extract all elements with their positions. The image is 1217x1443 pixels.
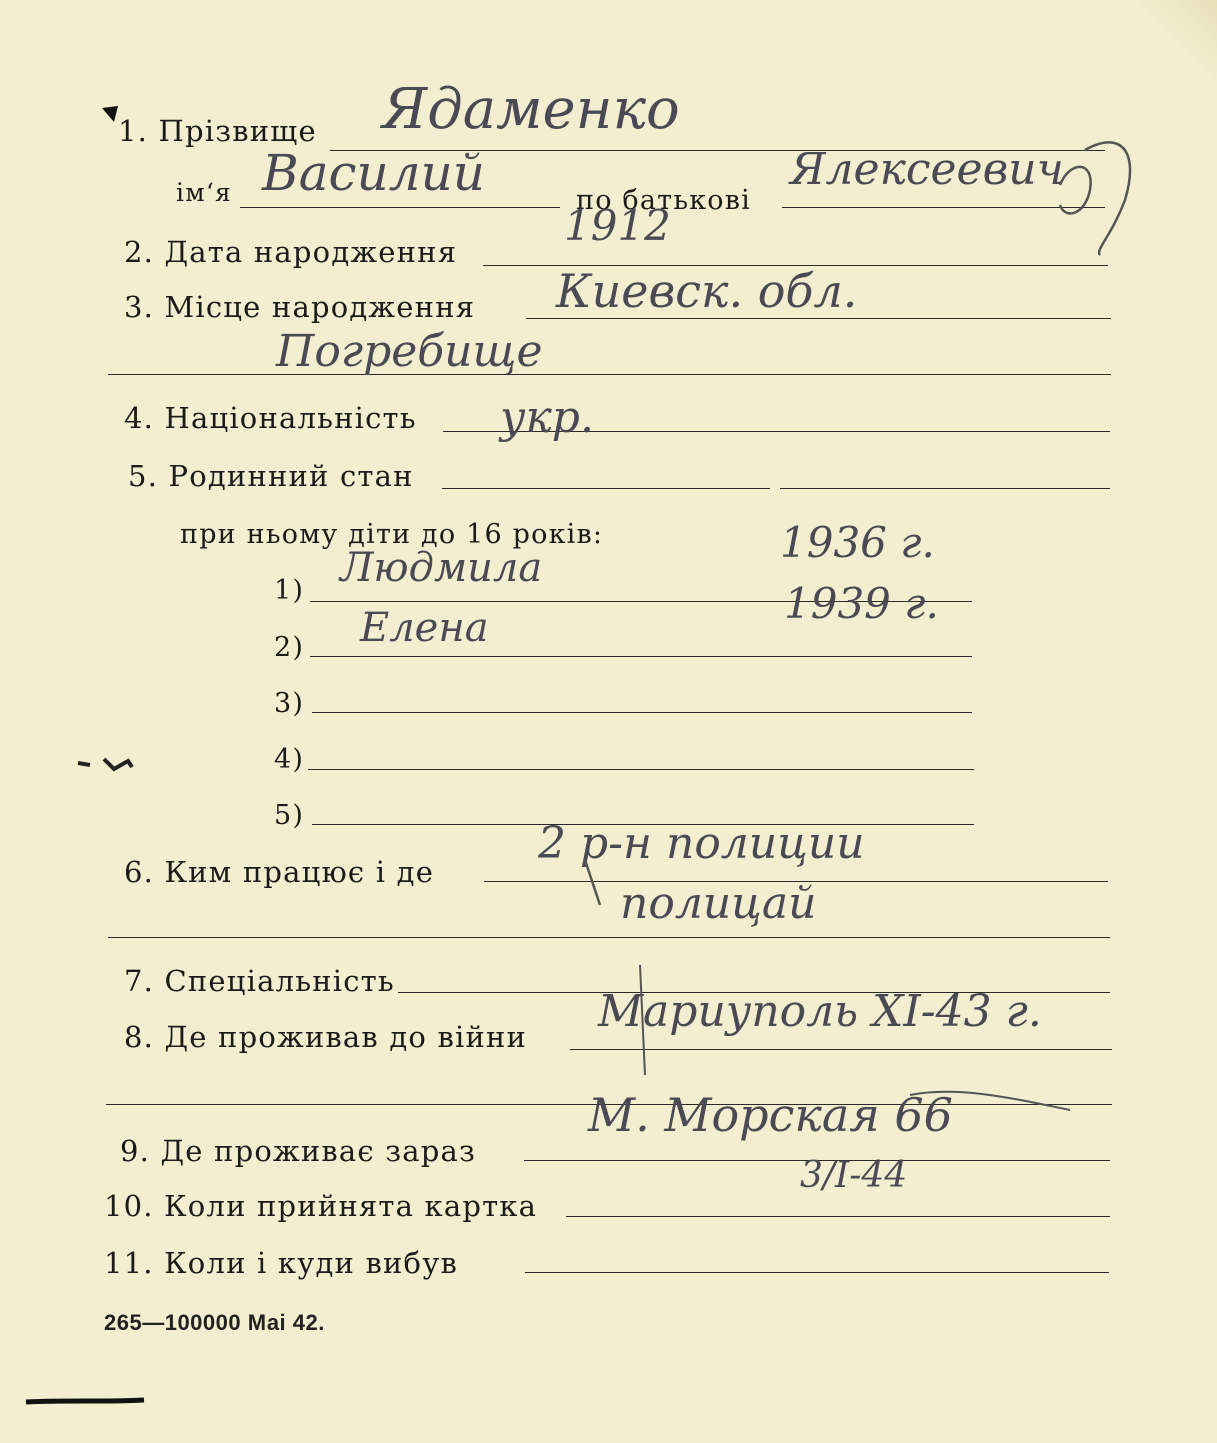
handwritten-birthdate: 1912 (564, 201, 671, 250)
work-label: 6. Ким працює і де (124, 855, 435, 889)
child-3-label: 3) (274, 688, 305, 719)
children-label: при ньому діти до 16 років: (180, 519, 604, 550)
speciality-label: 7. Спеціальність (124, 964, 395, 998)
handwritten-child-2-name: Елена (360, 605, 489, 651)
punch-hole-speck (70, 745, 140, 785)
handwritten-current: М. Морская 66 (588, 1088, 953, 1142)
family-label: 5. Родинний стан (128, 459, 414, 493)
birthplace-label: 3. Місце народження (124, 290, 476, 324)
child-1-label: 1) (274, 575, 305, 606)
card-date-label: 10. Коли прийнята картка (104, 1189, 538, 1223)
departure-label: 11. Коли і куди вибув (104, 1246, 458, 1280)
child-5-label: 5) (274, 800, 305, 831)
patronymic-label: по батькові (576, 185, 751, 216)
handwritten-prewar: Мариуполь XI-43 г. (598, 986, 1042, 1037)
child-4-label: 4) (274, 744, 305, 775)
handwritten-child-2-year: 1939 г. (784, 579, 939, 628)
handwritten-child-1-name: Людмила (340, 545, 543, 591)
handwritten-name: Василий (262, 144, 485, 202)
handwritten-child-1-year: 1936 г. (780, 518, 935, 567)
handwritten-work: 2 р-н полиции (538, 818, 865, 869)
handwritten-card-date: 3/I-44 (800, 1155, 908, 1196)
print-run-footer: 265—100000 Маі 42. (104, 1310, 325, 1335)
ink-dot (96, 100, 126, 128)
birthdate-label: 2. Дата народження (124, 235, 458, 269)
child-2-label: 2) (274, 632, 305, 663)
current-label: 9. Де проживає зараз (120, 1134, 477, 1168)
handwritten-patronymic: Ялексеевич (790, 144, 1064, 195)
handwritten-birthplace-town: Погребище (276, 326, 543, 377)
nationality-label: 4. Національність (124, 401, 417, 435)
prewar-label: 8. Де проживав до війни (124, 1020, 528, 1054)
handwritten-birthplace-region: Киевск. обл. (556, 264, 858, 318)
handwritten-surname: Ядаменко (382, 77, 680, 142)
handwritten-nationality: укр. (500, 392, 594, 443)
name-label: ім‘я (176, 178, 232, 207)
handwritten-work-role: полицай (620, 878, 817, 929)
binding-mark (24, 1390, 164, 1410)
surname-label: 1. Прізвище (118, 114, 317, 148)
